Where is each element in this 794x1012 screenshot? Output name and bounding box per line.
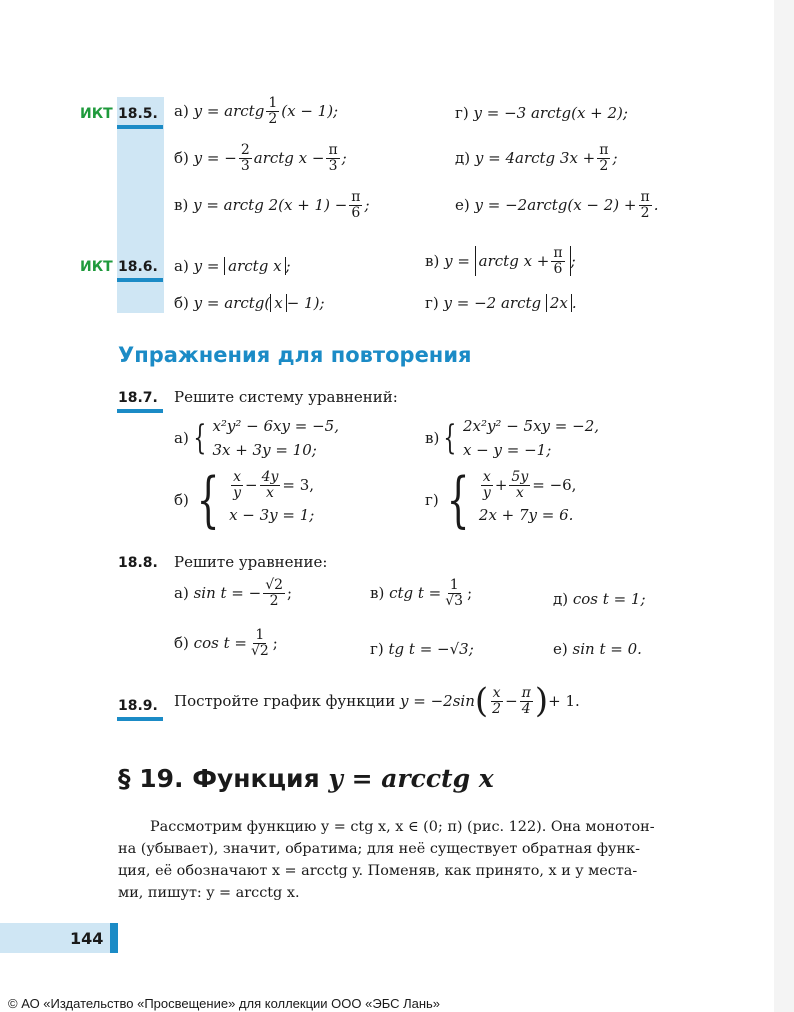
problem-number-18-8: 18.8. bbox=[118, 555, 158, 571]
paragraph-body bbox=[118, 816, 718, 904]
copyright-footer: © АО «Издательство «Просвещение» для коллекции ООО «ЭБС Лань» bbox=[8, 996, 441, 1011]
task-18-8: Решите уравнение: bbox=[174, 553, 328, 571]
page-number: 144 bbox=[70, 929, 104, 948]
problem-number-18-5: 18.5. bbox=[118, 106, 158, 122]
paragraph-line: на (убывает), значит, обратима; для неё существует обратная функ- bbox=[118, 841, 640, 857]
paragraph-line: Рассмотрим функцию y = ctg x, x ∈ (0; π) (рис. 122). Она монотон- bbox=[150, 819, 655, 835]
section-heading: Упражнения для повторения bbox=[118, 343, 472, 367]
paragraph-line: ми, пишут: y = arcctg x. bbox=[118, 885, 300, 901]
task-18-7: Решите систему уравнений: bbox=[174, 388, 398, 406]
problem-number-18-6: 18.6. bbox=[118, 259, 158, 275]
item-18-8-g: г) tg t = −√3; bbox=[370, 640, 474, 658]
paragraph-title: § 19. Функция y = arcctg x bbox=[118, 764, 494, 793]
paragraph-line: ция, её обозначают x = arcctg y. Поменяв, как принято, x и y места- bbox=[118, 863, 638, 879]
item-18-8-a: а) sin t = − $\frac{√2}{2}$ ; bbox=[174, 577, 293, 609]
ikt-tag: ИКТ bbox=[80, 106, 113, 122]
number-underline bbox=[117, 717, 163, 721]
item-18-5-a: а) y = arctg $\frac{1}{2}$ (x − 1); bbox=[174, 95, 339, 127]
system-18-7-v: в) { 2x²y² − 5xy = −2, x − y = −1; bbox=[425, 417, 600, 459]
system-18-7-b: б) { $\frac{x}{y}$ − $\frac{4y}{x}$ = 3, x − 3y = 1; bbox=[174, 465, 315, 536]
page-number-accent bbox=[110, 923, 118, 953]
system-18-7-a: а) { x²y² − 6xy = −5, 3x + 3y = 10; bbox=[174, 417, 339, 459]
item-18-6-a: а) y = arctg x ; bbox=[174, 257, 291, 275]
item-18-8-e: е) sin t = 0. bbox=[553, 640, 642, 658]
item-18-6-v: в) y = arctg x + $\frac{\pi}{6}$ ; bbox=[425, 245, 576, 277]
item-18-5-e: е) y = −2arctg(x − 2) + $\frac{\pi}{2}$ . bbox=[455, 189, 659, 221]
item-18-6-b: б) y = arctg( x − 1); bbox=[174, 294, 325, 312]
item-18-5-g: г) y = −3 arctg(x + 2); bbox=[455, 104, 628, 122]
number-underline bbox=[117, 278, 163, 282]
problem-number-18-9: 18.9. bbox=[118, 698, 158, 714]
item-18-5-d: д) y = 4arctg 3x + $\frac{\pi}{2}$ ; bbox=[455, 142, 618, 174]
page-edge bbox=[774, 0, 794, 1012]
number-underline bbox=[117, 409, 163, 413]
item-18-8-b: б) cos t = $\frac{1}{√2}$ ; bbox=[174, 627, 278, 659]
number-underline bbox=[117, 125, 163, 129]
item-18-8-d: д) cos t = 1; bbox=[553, 590, 646, 608]
item-18-6-g: г) y = −2 arctg 2x . bbox=[425, 294, 577, 312]
problem-number-18-7: 18.7. bbox=[118, 390, 158, 406]
item-18-5-v: в) y = arctg 2(x + 1) − $\frac{\pi}{6}$ ; bbox=[174, 189, 370, 221]
item-18-5-b: б) y = − $\frac{2}{3}$ arctg x − $\frac{\pi}{3}$ ; bbox=[174, 142, 347, 174]
ikt-tag: ИКТ bbox=[80, 259, 113, 275]
task-18-9: Постройте график функции y = −2sin ( $\frac{x}{2}$ − $\frac{\pi}{4}$ ) + 1. bbox=[174, 681, 580, 721]
system-18-7-g: г) { $\frac{x}{y}$ + $\frac{5y}{x}$ = −6, 2x + 7y = 6. bbox=[425, 465, 577, 536]
item-18-8-v: в) ctg t = $\frac{1}{√3}$ ; bbox=[370, 577, 473, 609]
